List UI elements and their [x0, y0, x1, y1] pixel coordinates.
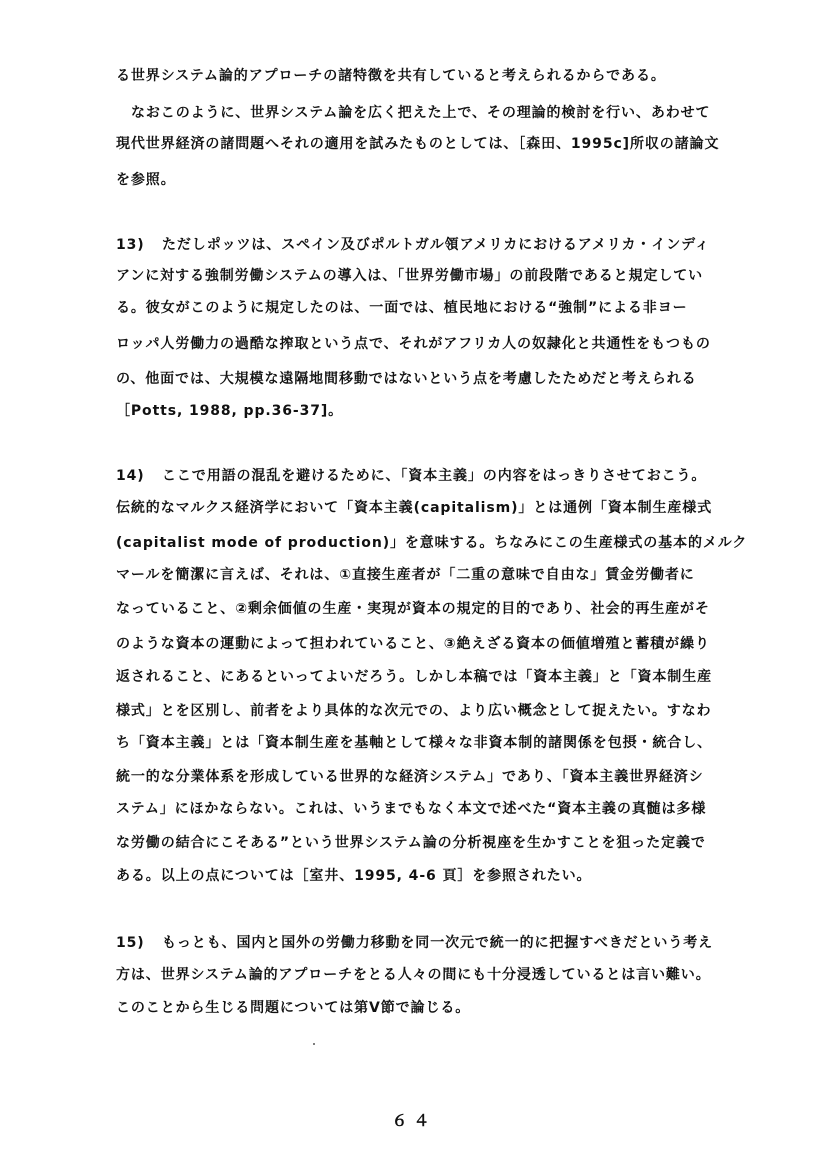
text-line: ち「資本主義」とは「資本制生産を基軸として様々な非資本制的諸関係を包摂・統合し、 [116, 735, 712, 751]
text-line: る。彼女がこのように規定したのは、一面では、植民地における“強制”による非ヨー [116, 300, 688, 316]
text-line [116, 466, 766, 488]
footnote-text: もっとも、国内と国外の労働力移動を同一次元で統一的に把握すべきだという考え [162, 935, 714, 951]
text-line: 方は、世界システム論的アプローチをとる人々の間にも十分浸透しているとは言い難い。 [116, 967, 711, 983]
footnote-number: 15) [116, 935, 145, 951]
text-line: このことから生じる問題については第Ⅴ節で論じる。 [116, 1000, 471, 1016]
text-line: なっていること、②剰余価値の生産・実現が資本の規定的目的であり、社会的再生産がそ [116, 601, 710, 617]
text-line [116, 235, 766, 257]
text-line: ステム」にほかならない。これは、いうまでもなく本文で述べた“資本主義の真髄は多様 [116, 801, 707, 817]
text-line: を参照。 [116, 172, 176, 188]
footnote-number: 14) [116, 468, 145, 484]
text-line: ロッパ人労働力の過酷な搾取という点で、それがアフリカ人の奴隷化と共通性をもつもの [116, 336, 711, 352]
text-line: の、他面では、大規模な遠隔地間移動ではないという点を考慮したためだと考えられる [116, 371, 697, 387]
text-line: のような資本の運動によって担われていること、③絶えざる資本の価値増殖と蓄積が繰り [116, 636, 710, 652]
text-line [116, 933, 766, 955]
text-line: ［Potts, 1988, pp.36-37]。 [116, 403, 344, 419]
text-line: マールを簡潔に言えば、それは、①直接生産者が「二重の意味で自由な」賃金労働者に [116, 567, 695, 583]
text-line: ある。以上の点については［室井、1995, 4-6 頁］を参照されたい。 [116, 868, 592, 884]
text-line: 現代世界経済の諸問題へそれの適用を試みたものとしては、［森田、1995c]所収の諸論文 [116, 136, 720, 152]
footnote-text: ただしポッツは、スペイン及びポルトガル領アメリカにおけるアメリカ・インディ [162, 237, 710, 253]
text-line: る世界システム論的アプローチの諸特徴を共有していると考えられるからである。 [116, 68, 666, 84]
text-line: 返されること、にあるといってよいだろう。しかし本稿では「資本主義」と「資本制生産 [116, 669, 712, 685]
scan-speck [313, 1043, 315, 1045]
text-line: なおこのように、世界システム論を広く把えた上で、その理論的検討を行い、あわせて [131, 105, 711, 121]
text-line: (capitalist mode of production)」を意味する。ちなみにこの生産様式の基本的メルク [116, 535, 748, 551]
text-line: アンに対する強制労働システムの導入は、「世界労働市場」の前段階であると規定してい [116, 268, 704, 284]
text-line: な労働の結合にこそある”という世界システム論の分析視座を生かすことを狙った定義で [116, 835, 706, 851]
text-line: 様式」とを区別し、前者をより具体的な次元での、より広い概念として捉えたい。すなわ [116, 703, 712, 719]
footnote-number: 13) [116, 237, 145, 253]
footnote-text: ここで用語の混乱を避けるために、「資本主義」の内容をはっきりさせておこう。 [162, 468, 707, 484]
page-number: ６４ [391, 1111, 436, 1130]
text-line: 統一的な分業体系を形成している世界的な経済システム」であり、「資本主義世界経済シ [116, 769, 704, 785]
text-line: 伝統的なマルクス経済学において「資本主義(capitalism)」とは通例「資本制生産様式 [116, 500, 713, 516]
